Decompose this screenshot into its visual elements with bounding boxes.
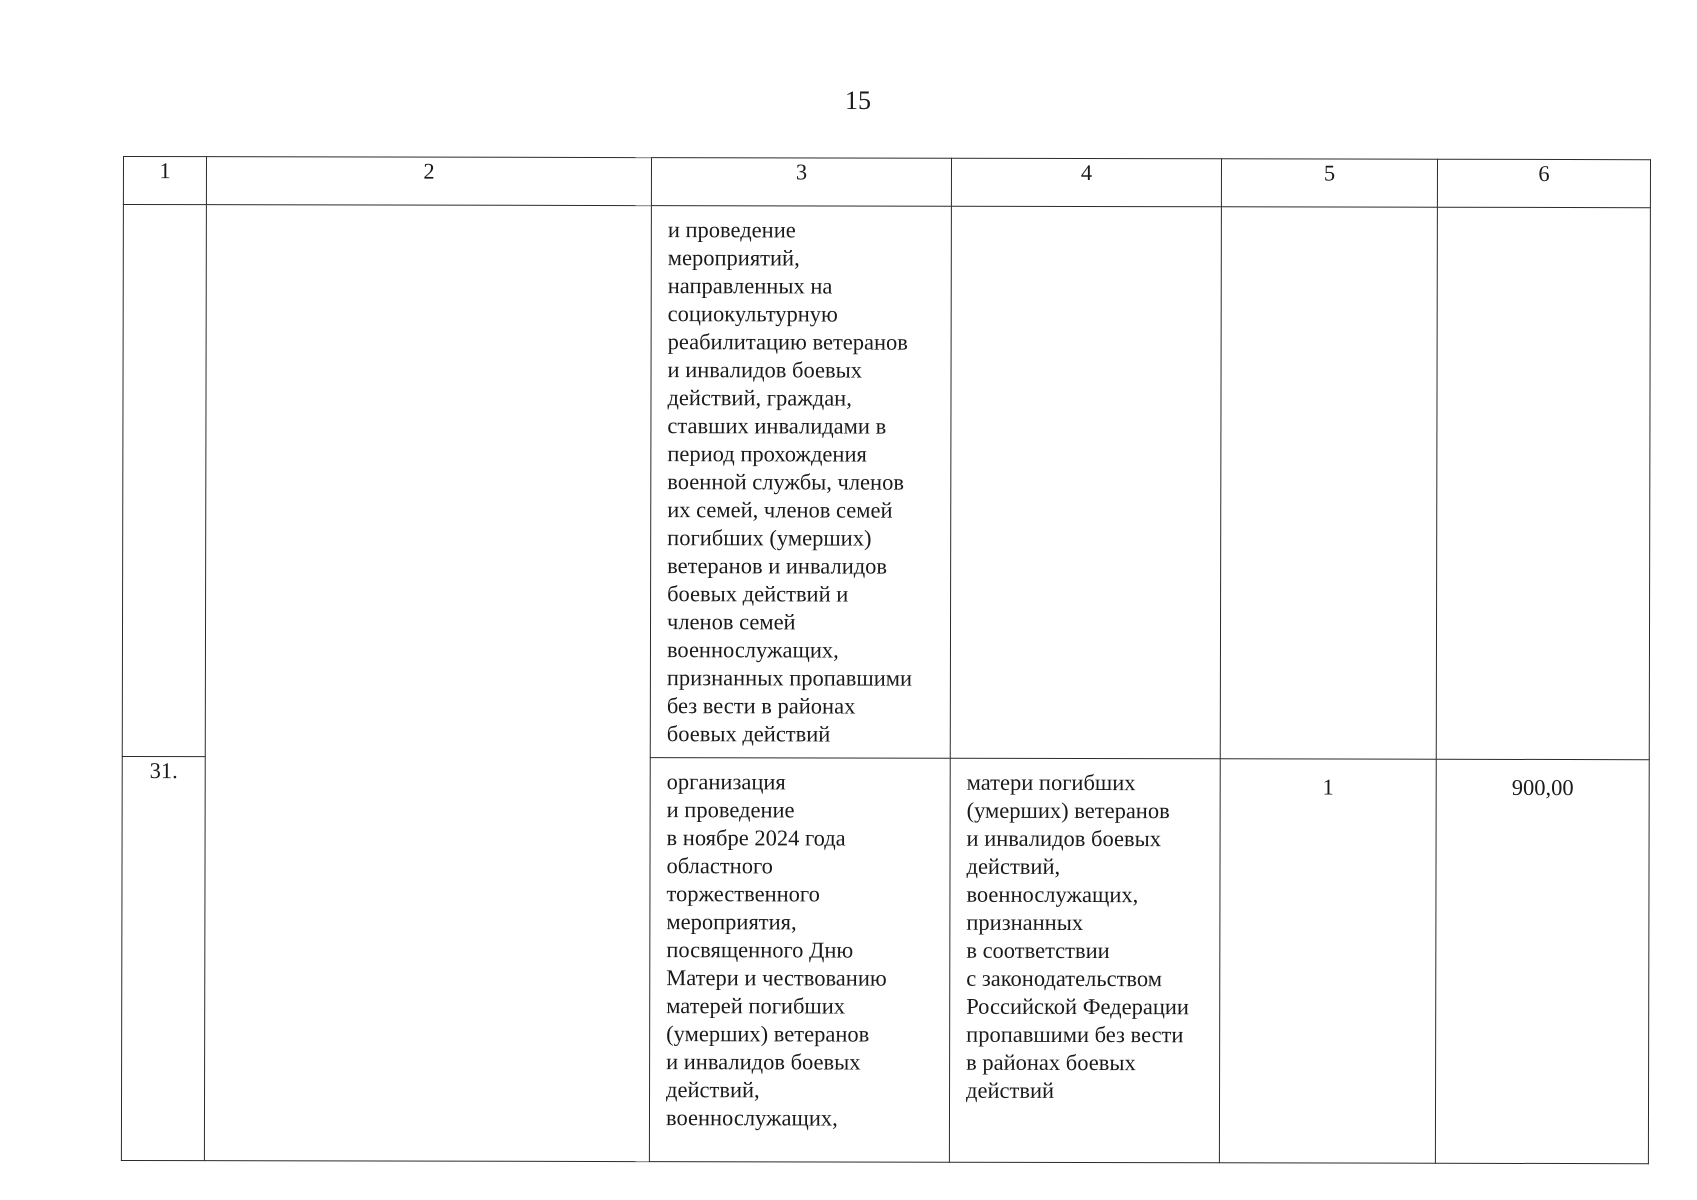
data-table xyxy=(121,156,1651,1164)
category-cell xyxy=(204,205,651,1162)
event-description-cell xyxy=(649,758,950,1163)
participants-text: матери погибших (умерших) ветеранов и инвалидов боевых действий, военнослужащих, признанных в соответствии с законодательством Российской Федерации пропавшими без вести в районах боевых действий xyxy=(966,769,1190,1103)
column-header: 3 xyxy=(651,158,951,207)
column-header: 5 xyxy=(1221,159,1437,207)
column-header: 4 xyxy=(951,158,1221,207)
amount-cell: 900,00 xyxy=(1435,759,1649,1163)
event-description-text: и проведение мероприятий, направленных на социокультурную реабилитацию ветеранов и инвалидов боевых действий, граждан, ставших инвалидами в период прохождения военной службы, членов их семей, членов семей погибших (умерших) ветеранов и инвалидов боевых действий и членов семей военнослужащих, признанных пропавшими без вести в районах боевых действий xyxy=(666,217,913,747)
row-number-cell: 31. xyxy=(121,756,205,1160)
row-number-cell xyxy=(122,205,206,757)
quantity-cell: 1 xyxy=(1219,759,1436,1163)
column-header: 1 xyxy=(123,157,206,205)
event-description-text: организация и проведение в ноябре 2024 года областного торжественного мероприятия, посвященного Дню Матери и чествованию матерей погибших (умерших) ветеранов и инвалидов боевых действий, военнослужащих, xyxy=(665,769,887,1131)
quantity-cell xyxy=(1220,207,1437,759)
participants-cell xyxy=(949,758,1220,1163)
table-row xyxy=(122,205,1650,760)
column-header: 6 xyxy=(1437,159,1650,207)
table-header-row xyxy=(123,157,1650,208)
column-header: 2 xyxy=(206,157,651,206)
participants-cell xyxy=(950,206,1221,759)
amount-cell xyxy=(1436,207,1650,759)
event-description-cell xyxy=(650,206,951,759)
page-number: 15 xyxy=(845,86,871,115)
